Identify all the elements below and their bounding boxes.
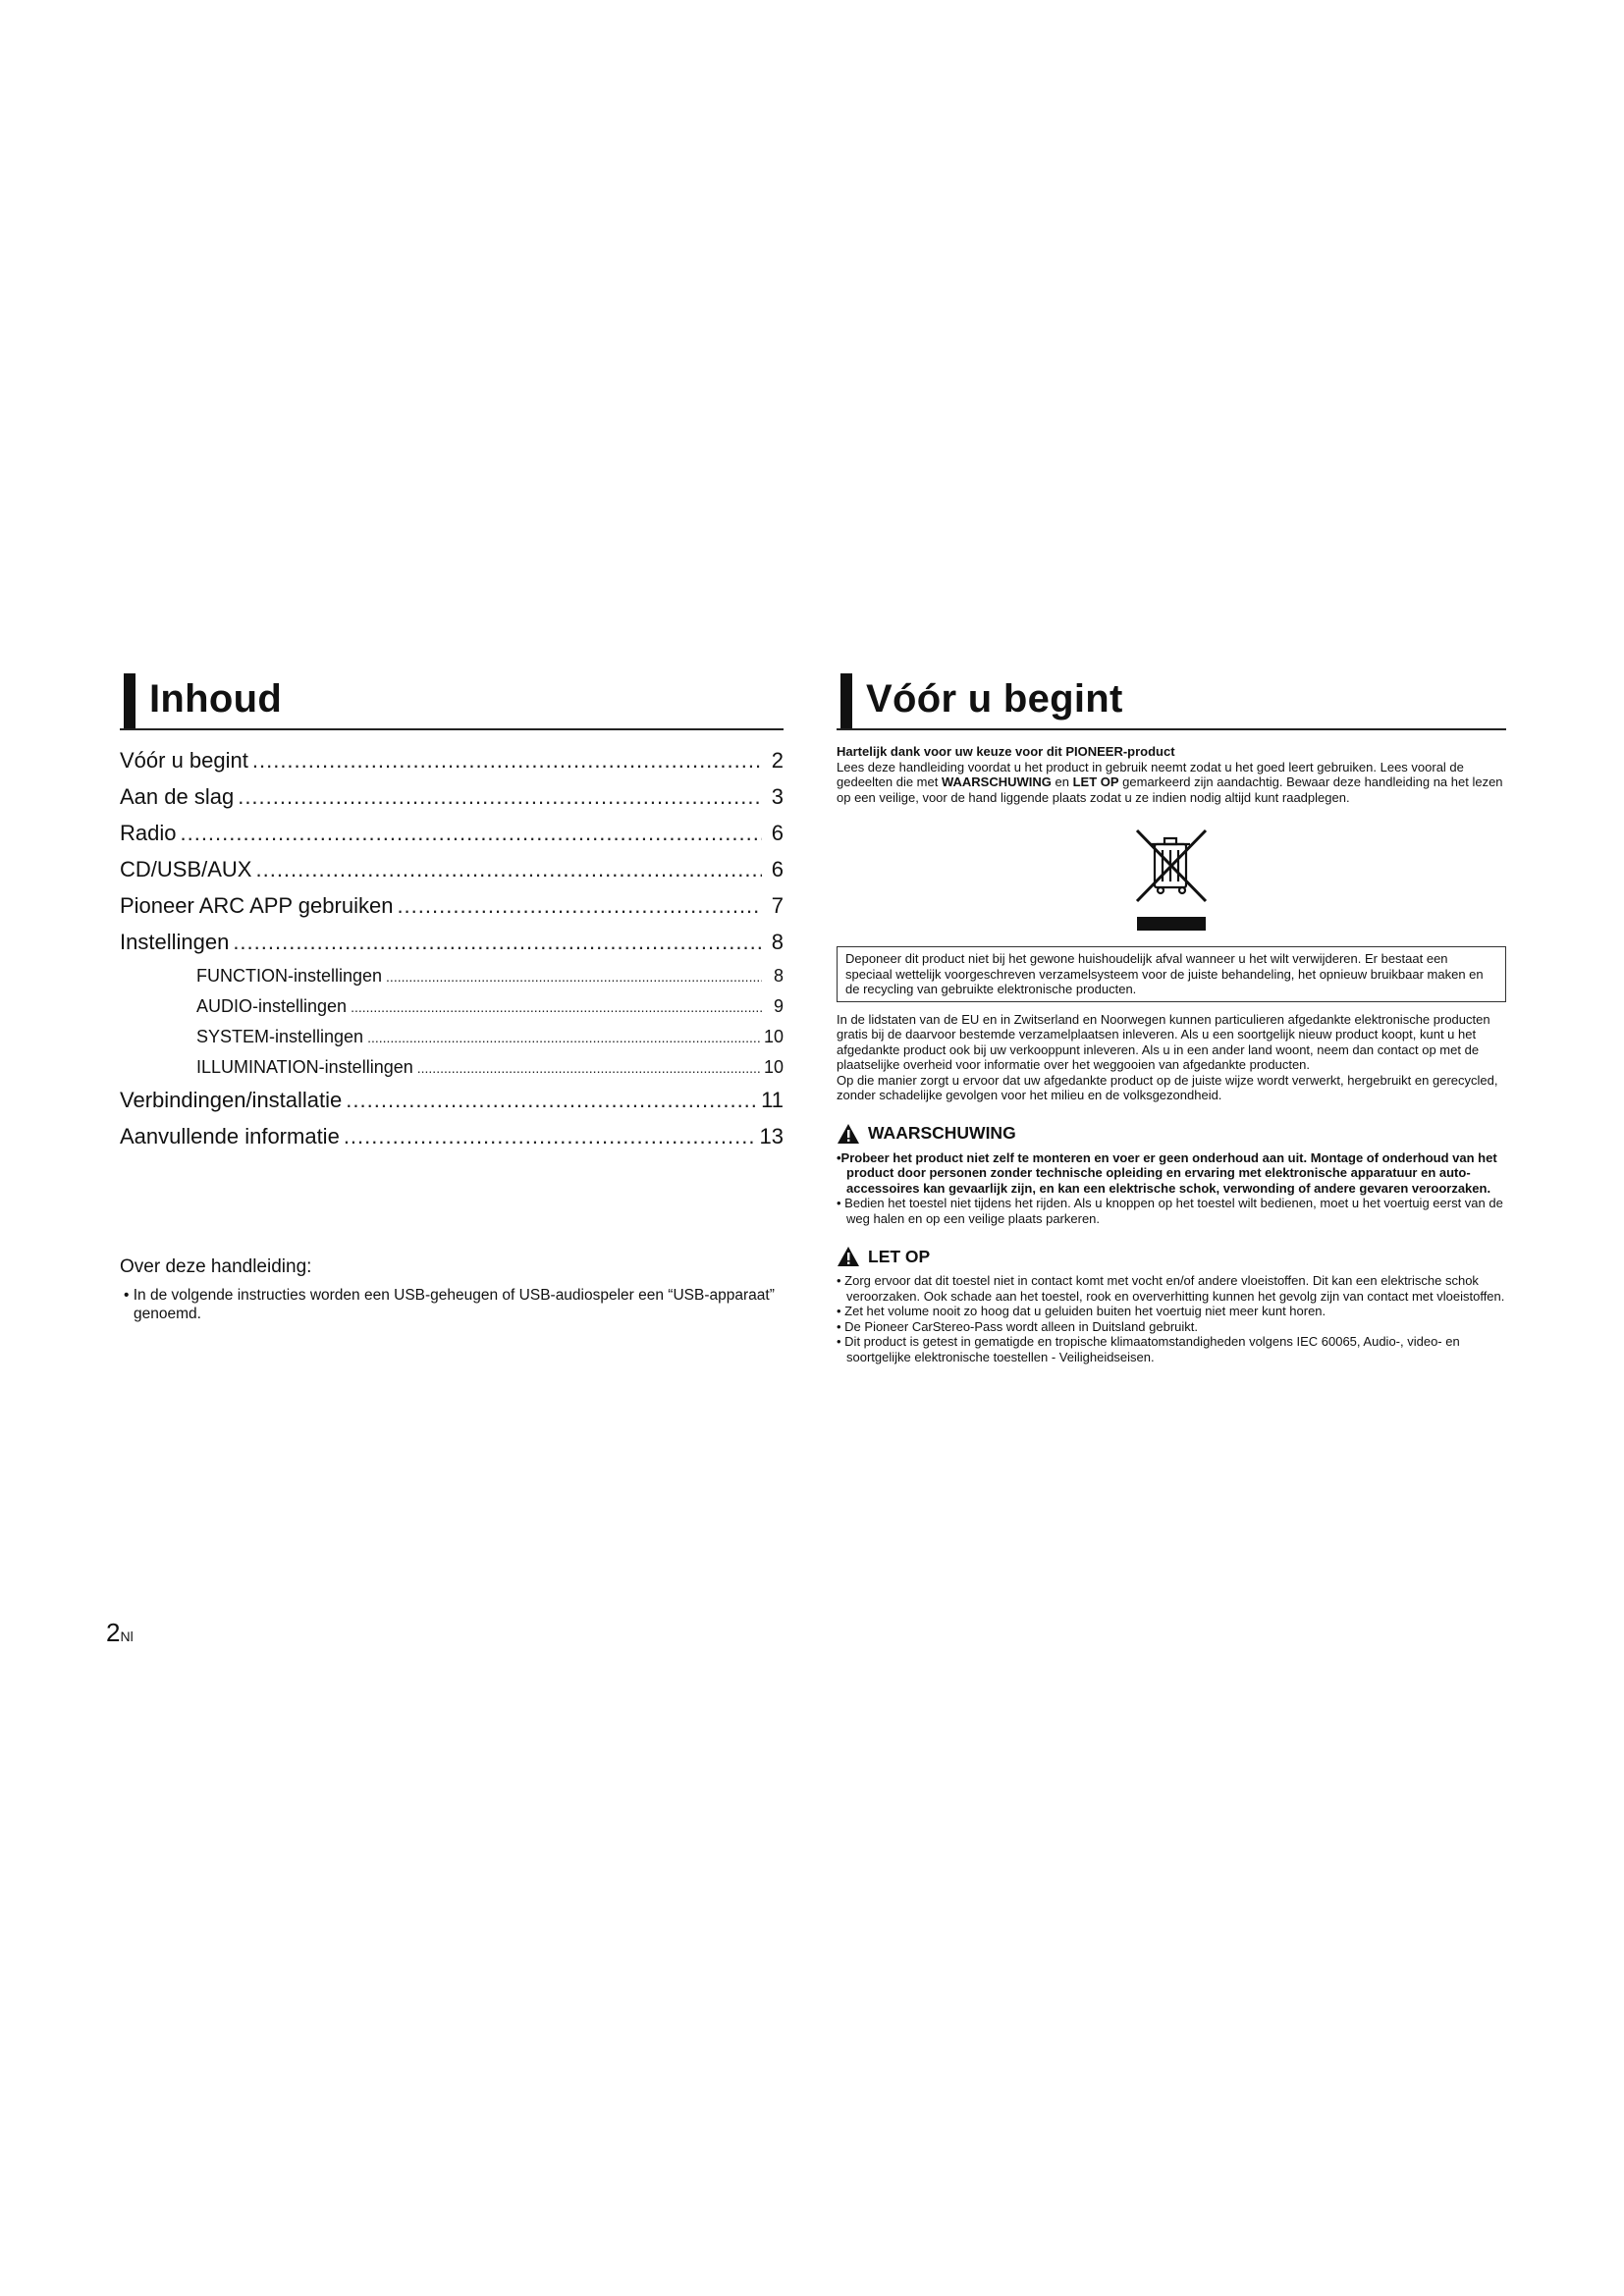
toc-entry-page: 3: [771, 784, 784, 809]
disposal-notice: Deponeer dit product niet bij het gewone huishoudelijk afval wanneer u het wilt verwijderen. Er bestaat een speciaal wettelijk voorgeschreven verzamelsysteem voor de juiste behandeling, het opnieuw bruikbaar maken en de recycling van gebruikte elektronische producten.: [837, 946, 1506, 1002]
toc-title: Inhoud: [149, 677, 283, 721]
eu-paragraph: In de lidstaten van de EU en in Zwitserland en Noorwegen kunnen particulieren afgedankte elektronische producten gratis bij de daarvoor bestemde verzamelplaatsen inleveren. Als u een soortgelijk nieuw product koopt, kunt u het afgedankte product ook bij uw verkooppunt inleveren. Als u in een ander land woont, neem dan contact op met de plaatselijke overheid voor informatie over het weggooien van afgedankte producten.: [837, 1011, 1490, 1072]
leader-dots: [351, 996, 762, 1017]
leader-dots: [238, 784, 762, 810]
warning-heading: [837, 1123, 1506, 1145]
toc-entry-title: Verbindingen/installatie: [120, 1088, 343, 1112]
toc-entry-title: FUNCTION-instellingen: [196, 966, 383, 986]
toc-entry[interactable]: [120, 1124, 784, 1160]
warning-triangle-icon: [837, 1123, 860, 1145]
toc-entry-title: ILLUMINATION-instellingen: [196, 1057, 413, 1077]
leader-dots: [180, 821, 762, 846]
about-text: • In de volgende instructies worden een USB-geheugen of USB-audiospeler een “USB-apparaat” genoemd.: [124, 1287, 775, 1322]
toc-entry[interactable]: [120, 930, 784, 966]
toc-entry-title: Vóór u begint: [120, 748, 248, 773]
caution-item: • Zorg ervoor dat dit toestel niet in contact komt met vocht en/of andere vloeistoffen. Dit kan een elektrische schok veroorzaken. Ook schade aan het toestel, rook en oververhitting kunnen het gevolg zijn van contact met vloeistoffen.: [837, 1273, 1505, 1304]
about-heading: Over deze handleiding:: [120, 1256, 312, 1277]
toc-entry-title: Aanvullende informatie: [120, 1124, 340, 1148]
page-number-value: 2: [106, 1618, 121, 1647]
caution-heading: [837, 1246, 1506, 1267]
toc-header: [120, 673, 784, 730]
caution-item: • Dit product is getest in gematigde en tropische klimaatomstandigheden volgens IEC 60065, Audio-, video- en soortgelijke elektronische toestellen - Veiligheidseisen.: [837, 1334, 1460, 1364]
leader-dots: [346, 1088, 757, 1113]
toc-sub-entry[interactable]: [120, 1027, 784, 1057]
intro-warn-keyword: WAARSCHUWING: [941, 774, 1052, 789]
leader-dots: [386, 966, 762, 987]
toc-entry-title: Instellingen: [120, 930, 230, 954]
intro-part: gemarkeerd zijn aandachtig. Bewaar deze handleiding na het lezen op een veilige, voor de hand liggende plaats zodat u ze indien nodig altijd kunt raadplegen.: [837, 774, 1503, 805]
caution-list: [837, 1273, 1506, 1364]
toc-entry-title: CD/USB/AUX: [120, 857, 252, 881]
page-number: [106, 1618, 134, 1648]
toc-entry[interactable]: [120, 821, 784, 857]
toc-entry-title: Aan de slag: [120, 784, 235, 809]
intro-paragraph: [837, 760, 1506, 806]
toc-entry-page: 7: [771, 893, 784, 918]
toc-entry[interactable]: [120, 1088, 784, 1124]
leader-dots: [344, 1124, 756, 1149]
toc-entry-page: 9: [773, 996, 784, 1016]
toc-entry-page: 11: [761, 1088, 784, 1112]
toc-entry-page: 6: [771, 857, 784, 881]
leader-dots: [252, 748, 762, 774]
toc-sub-entry[interactable]: [120, 966, 784, 996]
toc-entry-page: 6: [771, 821, 784, 845]
intro-letop-keyword: LET OP: [1072, 774, 1119, 789]
warning-list: [837, 1150, 1506, 1227]
intro-text: [837, 744, 1506, 805]
toc-entry[interactable]: [120, 893, 784, 930]
warning-item: •Probeer het product niet zelf te monteren en voer er geen onderhoud aan uit. Montage of onderhoud van het product door personen zonder technische opleiding en ervaring met elektronische apparatuur en auto-accessoires kan gevaarlijk zijn, en kan een elektrische schok, verwonding of andere gevaren veroorzaken.: [837, 1149, 1497, 1196]
caution-item: • Zet het volume nooit zo hoog dat u geluiden buiten het voertuig niet meer kunt horen.: [837, 1304, 1326, 1318]
leader-dots: [233, 930, 762, 955]
toc-entry-page: 13: [759, 1124, 784, 1148]
crossed-bin-icon: [1127, 825, 1216, 933]
toc-sub-entry[interactable]: [120, 1057, 784, 1088]
toc-column: [120, 673, 784, 1323]
intro-lead: Hartelijk dank voor uw keuze voor dit PIONEER-product: [837, 744, 1175, 759]
toc-entry-page: 8: [773, 966, 784, 986]
toc-sub-entry[interactable]: [120, 996, 784, 1027]
caution-triangle-icon: [837, 1246, 860, 1267]
leader-dots: [255, 857, 762, 882]
eu-paragraph-2: Op die manier zorgt u ervoor dat uw afgedankte product op de juiste wijze wordt verwerkt, hergebruikt en gerecycled, zonder schadelijke gevolgen voor het milieu en de volksgezondheid.: [837, 1072, 1498, 1102]
caution-item: • De Pioneer CarStereo-Pass wordt alleen in Duitsland gebruikt.: [837, 1318, 1199, 1334]
toc-entry-page: 8: [771, 930, 784, 954]
toc-entry[interactable]: [120, 857, 784, 893]
caution-title: LET OP: [868, 1246, 931, 1266]
leader-dots: [397, 893, 762, 919]
intro-part: en: [1051, 774, 1073, 789]
toc-entry-page: 10: [763, 1027, 784, 1046]
leader-dots: [367, 1027, 760, 1047]
table-of-contents: [120, 748, 784, 1160]
toc-entry-title: AUDIO-instellingen: [196, 996, 348, 1016]
heading-bar: [124, 673, 135, 728]
toc-entry-title: SYSTEM-instellingen: [196, 1027, 364, 1046]
toc-entry-page: 10: [763, 1057, 784, 1077]
about-manual: [120, 1256, 784, 1323]
intro-header: [837, 673, 1506, 730]
toc-entry[interactable]: [120, 748, 784, 784]
page-language-suffix: Nl: [120, 1629, 134, 1644]
warning-item: • Bedien het toestel niet tijdens het rijden. Als u knoppen op het toestel wilt bedienen, moet u het voertuig eerst van de weg halen en op een veilige plaats parkeren.: [837, 1196, 1503, 1226]
intro-column: [837, 673, 1506, 1364]
toc-entry-page: 2: [771, 748, 784, 773]
eu-disposal-info: [837, 1012, 1506, 1103]
toc-entry-title: Radio: [120, 821, 177, 845]
heading-bar: [840, 673, 852, 728]
leader-dots: [417, 1057, 760, 1078]
warning-title: WAARSCHUWING: [868, 1123, 1016, 1143]
toc-entry[interactable]: [120, 784, 784, 821]
intro-title: Vóór u begint: [866, 677, 1123, 721]
intro-part: Lees deze handleiding voordat u het product in gebruik neemt zodat u het goed leert gebruiken. Lees vooral de gedeelten die met: [837, 759, 1464, 789]
toc-entry-title: Pioneer ARC APP gebruiken: [120, 893, 394, 918]
